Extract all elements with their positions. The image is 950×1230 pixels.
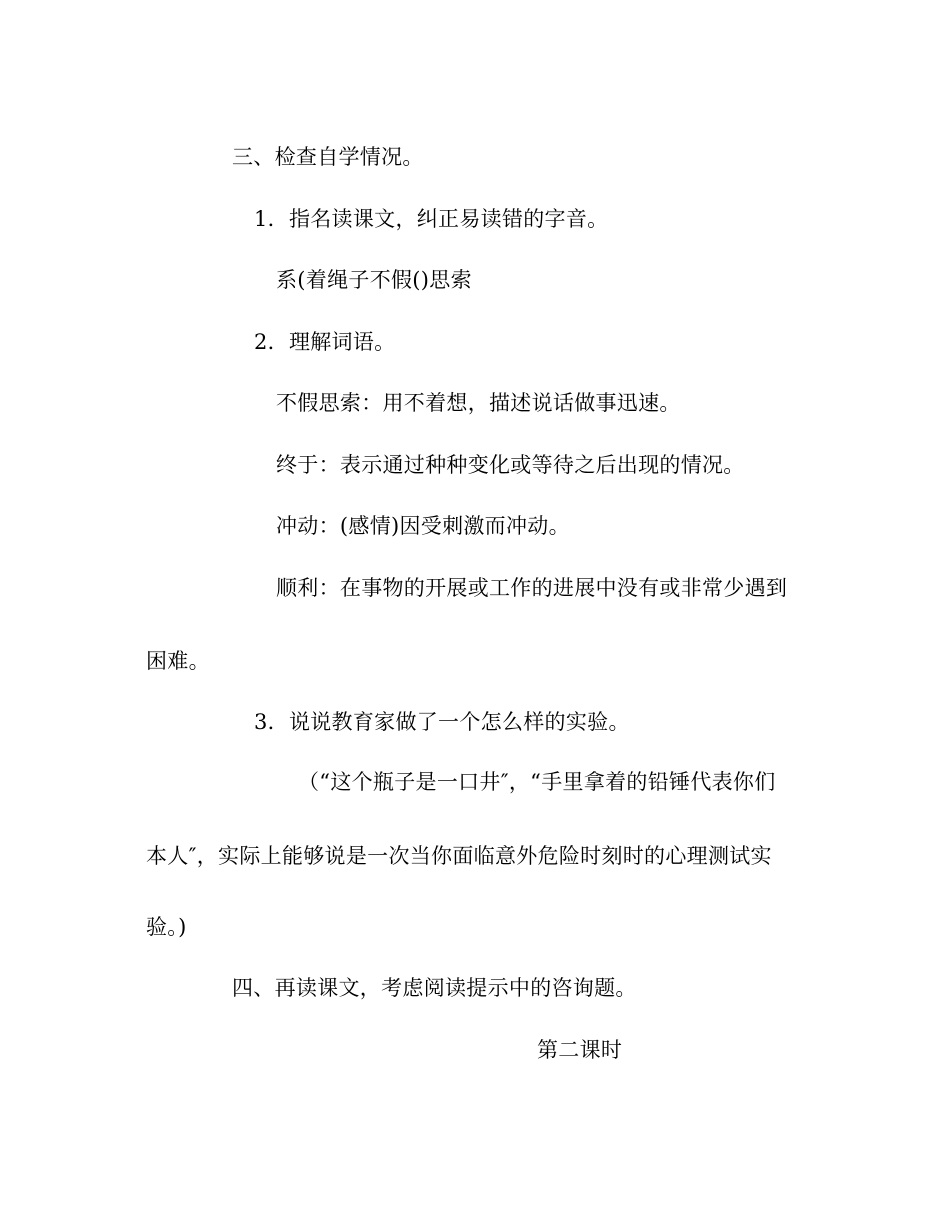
definition-chongdong: 冲动：(感情)因受刺激而冲动。 (276, 514, 570, 538)
lesson-two-title: 第二课时 (537, 1038, 623, 1062)
definition-buxiasisuo: 不假思索：用不着想，描述说话做事迅速。 (276, 391, 681, 415)
section-heading-4: 四、再读课文，考虑阅读提示中的咨询题。 (232, 976, 637, 1000)
pronunciation-line: 系(着绳子不假()思索 (276, 268, 472, 292)
item-3-heading: 3．说说教育家做了一个怎么样的实验。 (254, 710, 630, 734)
definition-zhongyu: 终于：表示通过种种变化或等待之后出现的情况。 (276, 453, 745, 477)
experiment-text-3: 验。) (146, 915, 187, 939)
section-heading-3: 三、检查自学情况。 (232, 145, 424, 169)
experiment-text-2: 本人″，实际上能够说是一次当你面临意外危险时刻时的心理测试实 (146, 844, 772, 868)
experiment-text-1: （“这个瓶子是一口井″，“手里拿着的铅锤代表你们 (298, 770, 776, 794)
definition-shunli-cont: 困难。 (146, 649, 210, 673)
item-2-heading: 2．理解词语。 (254, 330, 396, 354)
item-1-heading: 1．指名读课文，纠正易读错的字音。 (254, 207, 609, 231)
definition-shunli: 顺利：在事物的开展或工作的进展中没有或非常少遇到 (276, 576, 788, 600)
